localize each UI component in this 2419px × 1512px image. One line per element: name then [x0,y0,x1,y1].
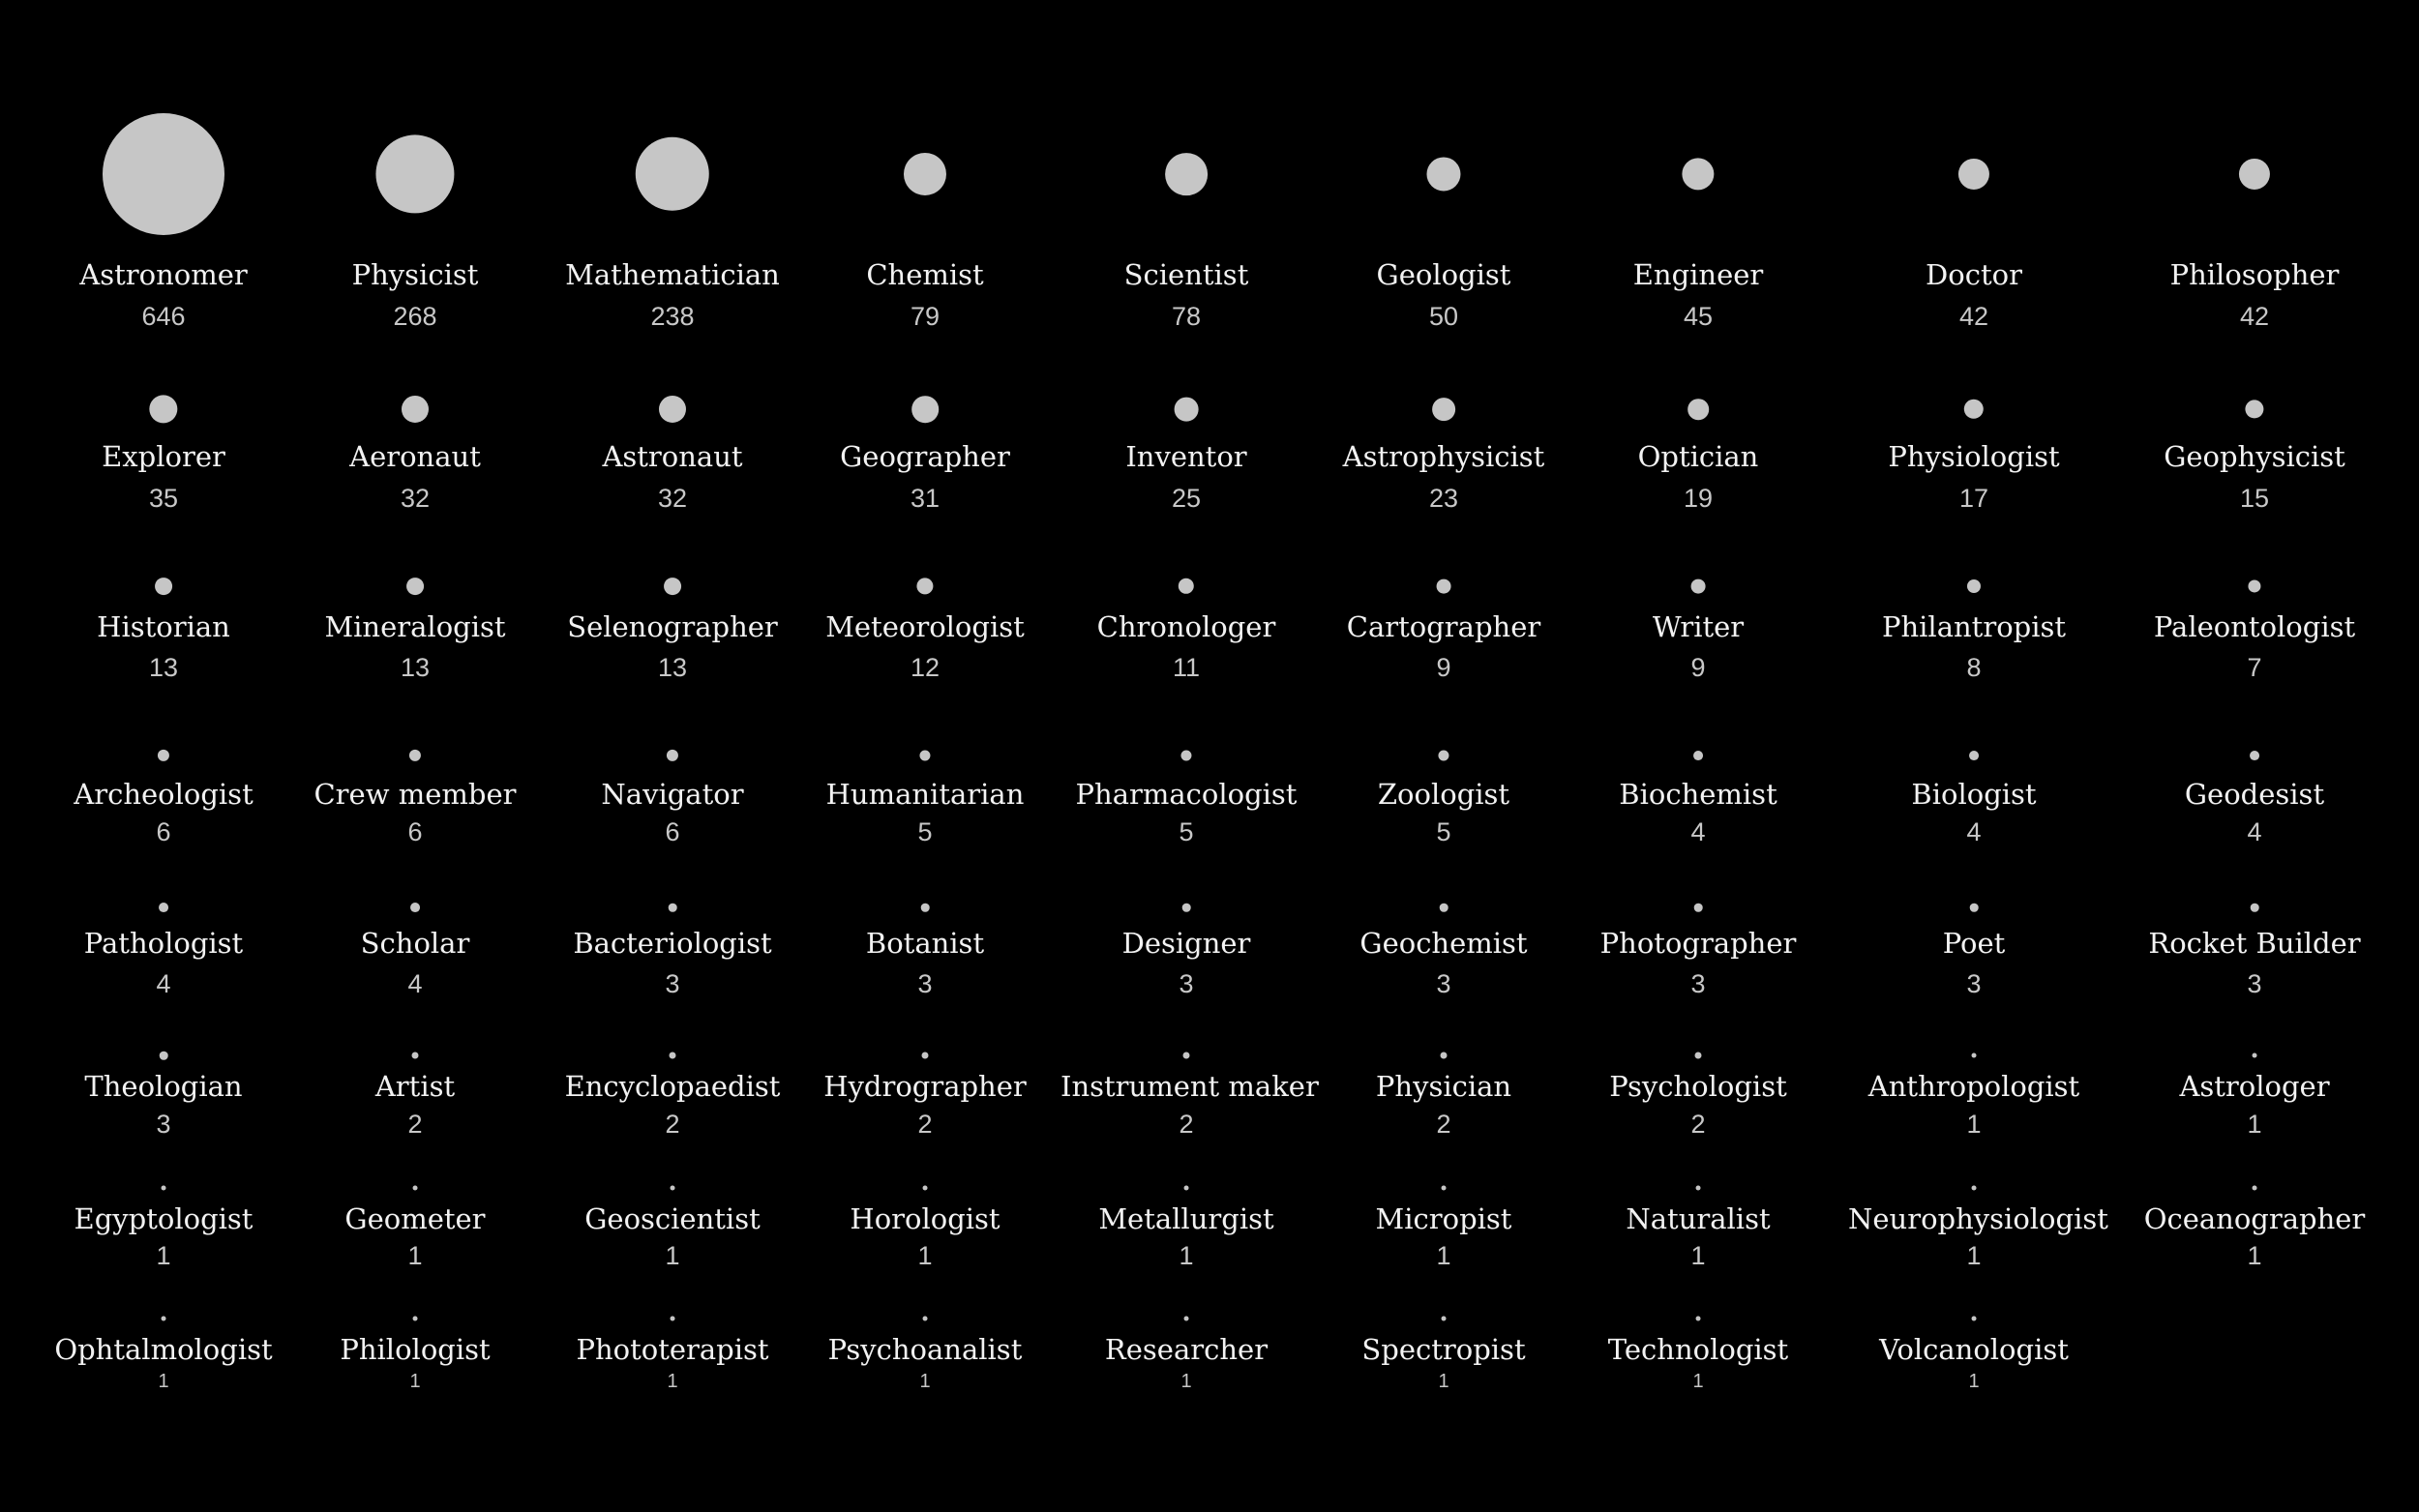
profession-count: 1 [407,1241,423,1270]
profession-label: Astronomer [79,258,248,291]
profession-count: 8 [1966,653,1982,682]
value-dot [159,903,168,912]
profession-count: 13 [148,653,179,682]
profession-count: 1 [1180,1371,1192,1392]
profession-label: Designer [1121,927,1251,960]
value-dot [664,578,681,595]
profession-count: 3 [2247,969,2262,998]
profession-count: 5 [917,817,933,846]
value-dot [1693,751,1703,760]
profession-count: 2 [407,1110,423,1139]
profession-label: Biochemist [1619,778,1777,811]
value-dot [1687,399,1709,420]
value-dot [1440,904,1448,912]
value-dot [667,750,678,761]
profession-label: Aeronaut [349,440,481,473]
value-dot [1682,158,1714,190]
value-dot [1175,398,1199,422]
value-dot [406,578,424,595]
profession-label: Physicist [351,258,479,291]
profession-count: 78 [1171,302,1202,331]
profession-count: 4 [407,969,423,998]
value-dot [669,904,677,912]
profession-count: 1 [1966,1110,1982,1139]
profession-count: 238 [650,302,695,331]
profession-label: Hydrographer [823,1070,1027,1103]
profession-label: Doctor [1926,258,2022,291]
profession-count: 3 [1966,969,1982,998]
profession-count: 15 [2239,484,2270,513]
profession-count: 4 [1966,817,1982,846]
profession-count: 25 [1171,484,1202,513]
profession-label: Geochemist [1359,927,1528,960]
profession-label: Geographer [840,440,1010,473]
profession-count: 9 [1436,653,1451,682]
value-dot [2239,159,2270,190]
profession-count: 5 [1436,817,1451,846]
profession-count: 3 [1179,969,1194,998]
value-dot [1691,579,1706,594]
profession-label: Scientist [1123,258,1249,291]
profession-label: Writer [1652,610,1745,643]
profession-count: 1 [1966,1241,1982,1270]
value-dot [923,1186,928,1191]
value-dot [1972,1053,1977,1058]
profession-label: Pharmacologist [1075,778,1298,811]
profession-count: 79 [910,302,941,331]
value-dot [671,1186,675,1191]
value-dot [904,153,946,195]
profession-count: 3 [665,969,680,998]
profession-label: Artist [374,1070,456,1103]
value-dot [410,903,420,912]
value-dot [1438,750,1448,760]
profession-label: Metallurgist [1098,1202,1274,1235]
profession-label: Crew member [314,778,517,811]
profession-label: Cartographer [1346,610,1541,643]
value-dot [1694,904,1703,912]
profession-count: 6 [156,817,171,846]
value-dot [149,395,177,423]
profession-label: Astrologer [2179,1070,2330,1103]
value-dot [1437,579,1451,594]
profession-label: Photographer [1599,927,1797,960]
value-dot [2250,751,2259,760]
profession-label: Archeologist [74,778,254,811]
profession-label: Encyclopaedist [564,1070,781,1103]
profession-label: Meteorologist [825,610,1025,643]
profession-label: Anthropologist [1867,1070,2080,1103]
profession-count: 2 [1179,1110,1194,1139]
profession-count: 3 [156,1110,171,1139]
value-dot [402,396,429,423]
profession-label: Astrophysicist [1342,440,1545,473]
value-dot [162,1317,166,1321]
value-dot [1165,153,1208,195]
profession-label: Neurophysiologist [1848,1202,2108,1235]
profession-label: Chemist [866,258,984,291]
profession-count: 4 [2247,817,2262,846]
profession-count: 2 [1436,1110,1451,1139]
profession-label: Egyptologist [74,1202,254,1235]
profession-label: Naturalist [1626,1202,1771,1235]
profession-count: 50 [1428,302,1459,331]
profession-label: Ophtalmologist [54,1333,273,1366]
value-dot [375,134,454,213]
profession-label: Optician [1637,440,1759,473]
profession-count: 1 [1968,1371,1980,1392]
value-dot [911,396,939,423]
value-dot [1183,1052,1190,1059]
profession-label: Theologian [84,1070,243,1103]
profession-count: 1 [667,1371,678,1392]
value-dot [2253,1053,2257,1058]
value-dot [1696,1317,1701,1321]
profession-count: 1 [2247,1110,2262,1139]
value-dot [409,750,421,761]
value-dot [1695,1052,1702,1059]
value-dot [1972,1317,1977,1321]
profession-count: 1 [156,1241,171,1270]
profession-label: Micropist [1375,1202,1512,1235]
profession-label: Botanist [865,927,985,960]
profession-count: 32 [400,484,431,513]
profession-label: Philosopher [2169,258,2340,291]
profession-count: 6 [665,817,680,846]
value-dot [1970,904,1979,912]
profession-count: 268 [393,302,437,331]
profession-label: Physician [1375,1070,1512,1103]
profession-count: 6 [407,817,423,846]
profession-count: 1 [1436,1241,1451,1270]
value-dot [671,1317,675,1321]
profession-count: 646 [141,302,186,331]
profession-label: Biologist [1911,778,2037,811]
profession-label: Chronologer [1096,610,1276,643]
value-dot [1180,750,1191,760]
profession-label: Geoscientist [584,1202,761,1235]
profession-label: Geodesist [2184,778,2325,811]
profession-label: Horologist [850,1202,1000,1235]
profession-count: 2 [1690,1110,1706,1139]
profession-label: Geologist [1376,258,1511,291]
profession-label: Phototerapist [576,1333,769,1366]
value-dot [1442,1186,1447,1191]
value-dot [2248,579,2260,592]
value-dot [1179,578,1194,594]
value-dot [2253,1186,2257,1191]
profession-label: Astronaut [602,440,743,473]
profession-label: Volcanologist [1879,1333,2069,1366]
profession-label: Oceanographer [2143,1202,2366,1235]
profession-count: 1 [1438,1371,1449,1392]
profession-count: 11 [1172,653,1201,682]
profession-count: 9 [1690,653,1706,682]
value-dot [919,750,930,760]
value-dot [1964,400,1984,419]
profession-count: 1 [158,1371,169,1392]
profession-label: Rocket Builder [2148,927,2361,960]
value-dot [1696,1186,1701,1191]
value-dot [155,578,172,595]
profession-count: 13 [657,653,688,682]
profession-count: 1 [917,1241,933,1270]
profession-count: 1 [665,1241,680,1270]
value-dot [160,1052,168,1060]
profession-count: 19 [1683,484,1714,513]
value-dot [1972,1186,1977,1191]
profession-count: 3 [1690,969,1706,998]
profession-count: 3 [1436,969,1451,998]
profession-label: Selenographer [567,610,778,643]
profession-count: 35 [148,484,179,513]
value-dot [1184,1186,1189,1191]
value-dot [916,578,933,594]
profession-label: Psychoanalist [827,1333,1023,1366]
profession-count: 1 [1179,1241,1194,1270]
value-dot [1441,1052,1448,1059]
profession-count: 1 [409,1371,421,1392]
profession-count: 1 [2247,1241,2262,1270]
profession-count: 42 [2239,302,2270,331]
profession-label: Explorer [102,440,225,473]
profession-label: Paleontologist [2153,610,2356,643]
value-dot [636,137,709,211]
profession-count: 17 [1958,484,1989,513]
profession-count: 31 [910,484,941,513]
profession-count: 32 [657,484,688,513]
value-dot [413,1317,418,1321]
profession-label: Bacteriologist [573,927,772,960]
profession-label: Geometer [344,1202,486,1235]
profession-label: Philologist [340,1333,491,1366]
profession-label: Historian [97,610,230,643]
profession-count: 42 [1958,302,1989,331]
profession-label: Psychologist [1609,1070,1787,1103]
value-dot [2245,400,2263,418]
value-dot [158,750,169,761]
value-dot [1184,1317,1189,1321]
value-dot [1442,1317,1447,1321]
profession-count: 1 [1690,1241,1706,1270]
value-dot [921,904,930,912]
profession-label: Inventor [1125,440,1247,473]
profession-label: Mineralogist [324,610,506,643]
profession-count: 2 [665,1110,680,1139]
profession-label: Geophysicist [2164,440,2345,473]
value-dot [922,1052,929,1059]
value-dot [2251,904,2259,912]
profession-count: 5 [1179,817,1194,846]
profession-count: 4 [156,969,171,998]
profession-count: 12 [910,653,941,682]
profession-count: 7 [2247,653,2262,682]
profession-count: 13 [400,653,431,682]
profession-count: 3 [917,969,933,998]
profession-count: 45 [1683,302,1714,331]
value-dot [1426,157,1460,191]
profession-label: Researcher [1104,1333,1269,1366]
profession-label: Instrument maker [1060,1070,1319,1103]
value-dot [103,113,224,235]
profession-label: Spectropist [1361,1333,1526,1366]
profession-count: 1 [919,1371,931,1392]
value-dot [1432,398,1455,421]
profession-count: 4 [1690,817,1706,846]
profession-label: Engineer [1632,258,1764,291]
profession-label: Scholar [360,927,470,960]
profession-label: Technologist [1607,1333,1789,1366]
profession-count: 2 [917,1110,933,1139]
profession-count: 23 [1428,484,1459,513]
value-dot [412,1052,419,1059]
profession-label: Pathologist [83,927,244,960]
value-dot [1969,751,1979,760]
profession-label: Poet [1942,927,2006,960]
value-dot [1958,159,1989,190]
value-dot [162,1186,166,1191]
profession-count: 1 [1692,1371,1704,1392]
profession-label: Zoologist [1377,778,1510,811]
profession-label: Mathematician [565,258,780,291]
value-dot [670,1052,676,1059]
profession-label: Navigator [601,778,744,811]
value-dot [413,1186,418,1191]
profession-label: Physiologist [1888,440,2060,473]
value-dot [1182,904,1191,912]
profession-label: Humanitarian [825,778,1025,811]
value-dot [659,396,686,423]
value-dot [1967,579,1981,593]
profession-label: Philantropist [1881,610,2067,643]
value-dot [923,1317,928,1321]
